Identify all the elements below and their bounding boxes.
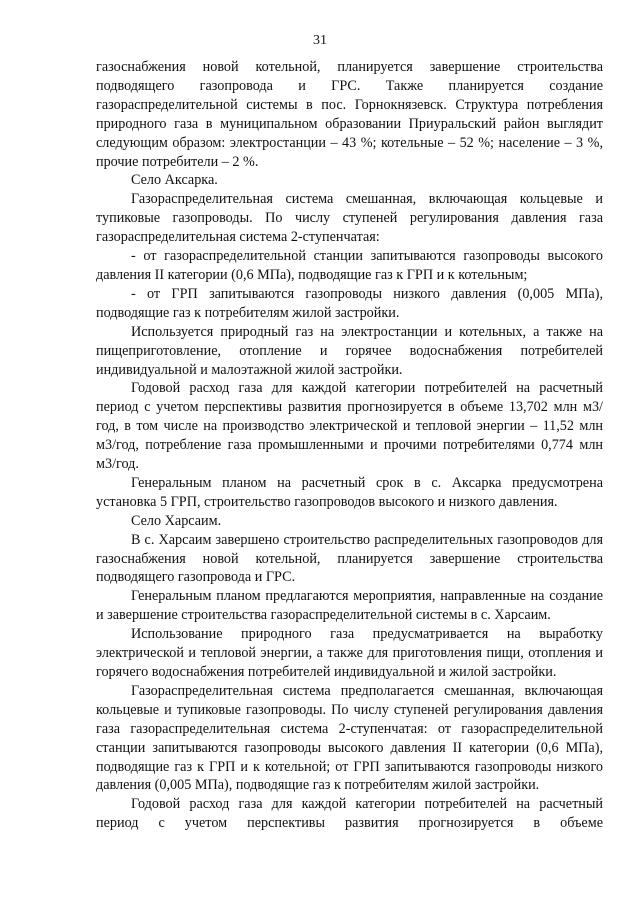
paragraph: Годовой расход газа для каждой категории потребителей на расчетный период с учетом перспективы развития прогнозируется в объеме 13,702 млн м3/год, в том числе на производство электрической и тепловой энергии – 11,52 млн м3/год, потребление газа промышленными и прочими потребителями 0,774 млн м3/год.: [96, 380, 603, 473]
paragraph: Генеральным планом на расчетный срок в с. Аксарка предусмотрена установка 5 ГРП, строительство газопроводов высокого и низкого давления.: [96, 474, 603, 510]
paragraph: - от газораспределительной станции запитываются газопроводы высокого давления II категории (0,6 МПа), подводящие газ к ГРП и к котельным;: [96, 248, 603, 283]
paragraph: Использование природного газа предусматривается на выработку электрической и тепловой энергии, а также для приготовления пищи, отопления и горячего водоснабжения потребителей индивидуальной и жилой застройки.: [96, 626, 603, 680]
paragraph: Используется природный газ на электростанции и котельных, а также на пищеприготовление, отопление и горячее водоснабжения потребителей индивидуальной и малоэтажной жилой застройки.: [96, 323, 603, 378]
paragraph: В с. Харсаим завершено строительство распределительных газопроводов для газоснабжения новой котельной, планируется завершение строительства подводящего газопровода и ГРС.: [96, 531, 603, 586]
paragraph: Село Харсаим.: [131, 512, 222, 529]
paragraph: Село Аксарка.: [131, 172, 218, 189]
page-number: 31: [313, 33, 327, 48]
document-body: [96, 58, 603, 833]
paragraph: газоснабжения новой котельной, планируется завершение строительства подводящего газопровода и ГРС. Также планируется создание газораспределительной системы в пос. Горнокнязевск. Структура потребления природного газа в муниципальном образовании Приуральский район выглядит следующим образом: электростанции – 43 %; котельные – 52 %; население – 3 %, прочие потребители – 2 %.: [96, 59, 603, 170]
paragraph: - от ГРП запитываются газопроводы низкого давления (0,005 МПа), подводящие газ к потребителям жилой застройки.: [96, 285, 603, 321]
paragraph: Годовой расход газа для каждой категории потребителей на расчетный период с учетом перспективы развития прогнозируется в объеме: [96, 796, 603, 832]
paragraph: Газораспределительная система смешанная, включающая кольцевые и тупиковые газопроводы. По числу ступеней регулирования давления газа газораспределительная система 2-ступенчатая:: [96, 191, 603, 246]
paragraph: Генеральным планом предлагаются мероприятия, направленные на создание и завершение строительства газораспределительной системы в с. Харсаим.: [96, 588, 603, 624]
paragraph: Газораспределительная система предполагается смешанная, включающая кольцевые и тупиковые газопроводы. По числу ступеней регулирования давления газа газораспределительная система 2-ступенчатая: от газораспределительной станции запитываются газопроводы высокого давления II категории (0,6 МПа), подводящие газ к ГРП и к котельной; от ГРП запитываются газопроводы низкого давления (0,005 МПа), подводящие газ к потребителям жилой застройки.: [96, 682, 603, 794]
